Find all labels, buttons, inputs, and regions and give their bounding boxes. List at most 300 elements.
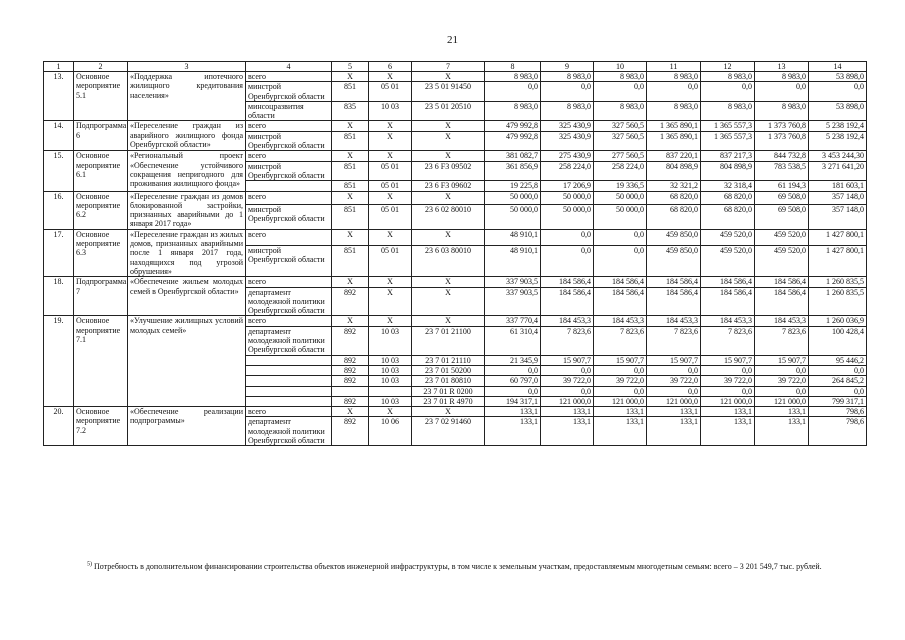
cell: 133,1 xyxy=(701,407,755,417)
cell: Х xyxy=(412,191,485,204)
cell: 5 238 192,4 xyxy=(809,121,867,131)
cell: 23 6 02 80010 xyxy=(412,204,485,229)
cell: 10 03 xyxy=(369,326,412,355)
cell: 184 453,3 xyxy=(647,316,701,326)
cell: 121 000,0 xyxy=(541,396,594,406)
cell: Х xyxy=(369,316,412,326)
cell: 23 7 01 80810 xyxy=(412,376,485,386)
cell: 95 446,2 xyxy=(809,355,867,365)
cell: Х xyxy=(412,287,485,316)
cell: 23 6 03 80010 xyxy=(412,246,485,277)
column-header: 7 xyxy=(412,62,485,72)
cell: 1 365 557,3 xyxy=(701,131,755,151)
cell: 851 xyxy=(332,161,369,181)
budget-table xyxy=(43,61,867,446)
cell: 325 430,9 xyxy=(541,131,594,151)
table-row xyxy=(44,407,867,417)
cell xyxy=(246,376,332,386)
cell: Х xyxy=(369,72,412,82)
cell: Х xyxy=(412,229,485,245)
cell: 459 520,0 xyxy=(701,246,755,277)
cell: 19 336,5 xyxy=(594,181,647,191)
cell: 5 238 192,4 xyxy=(809,131,867,151)
cell: Х xyxy=(412,316,485,326)
row-kind: Подпрограмма 7 xyxy=(74,277,128,316)
cell: 23 7 02 91460 xyxy=(412,417,485,446)
cell: 05 01 xyxy=(369,246,412,277)
cell: 851 xyxy=(332,181,369,191)
cell: минстрой Оренбургской области xyxy=(246,246,332,277)
column-header: 2 xyxy=(74,62,128,72)
cell: 357 148,0 xyxy=(809,191,867,204)
cell: Х xyxy=(412,131,485,151)
column-header: 3 xyxy=(128,62,246,72)
cell: 7 823,6 xyxy=(755,326,809,355)
row-number: 16. xyxy=(44,191,74,229)
cell: 3 271 641,20 xyxy=(809,161,867,181)
cell: 100 428,4 xyxy=(809,326,867,355)
cell: 50 000,0 xyxy=(594,191,647,204)
row-name: «Региональный проект «Обеспечение устойчивого сокращения непригодного для проживания жилищного фонда» xyxy=(128,151,246,191)
cell: 277 560,5 xyxy=(594,151,647,161)
cell: 835 xyxy=(332,101,369,121)
cell: 7 823,6 xyxy=(594,326,647,355)
table-row xyxy=(44,191,867,204)
cell: 39 722,0 xyxy=(701,376,755,386)
cell: 459 520,0 xyxy=(755,246,809,277)
row-number: 14. xyxy=(44,121,74,151)
cell: 381 082,7 xyxy=(485,151,541,161)
row-number: 20. xyxy=(44,407,74,446)
column-header: 6 xyxy=(369,62,412,72)
cell: 68 820,0 xyxy=(647,204,701,229)
cell: 892 xyxy=(332,287,369,316)
cell: 10 03 xyxy=(369,365,412,375)
column-header: 12 xyxy=(701,62,755,72)
column-header: 4 xyxy=(246,62,332,72)
cell: 133,1 xyxy=(541,417,594,446)
cell xyxy=(246,181,332,191)
cell: 133,1 xyxy=(594,407,647,417)
cell: 133,1 xyxy=(647,417,701,446)
cell: 184 586,4 xyxy=(701,277,755,287)
cell: 121 000,0 xyxy=(755,396,809,406)
cell xyxy=(246,355,332,365)
cell: 121 000,0 xyxy=(594,396,647,406)
cell: минстрой Оренбургской области xyxy=(246,204,332,229)
cell xyxy=(246,386,332,396)
cell: 799 317,1 xyxy=(809,396,867,406)
cell: всего xyxy=(246,407,332,417)
table-row xyxy=(44,316,867,326)
cell: 459 850,0 xyxy=(647,229,701,245)
column-header: 1 xyxy=(44,62,74,72)
cell: 184 586,4 xyxy=(647,287,701,316)
cell: 21 345,9 xyxy=(485,355,541,365)
cell xyxy=(369,386,412,396)
cell: 69 508,0 xyxy=(755,191,809,204)
footnote xyxy=(87,562,847,572)
cell: 50 000,0 xyxy=(485,191,541,204)
cell: 0,0 xyxy=(485,82,541,102)
row-name: «Переселение граждан из домов блокированной застройки, признанных аварийными до 1 января 2017 года» xyxy=(128,191,246,229)
cell: Х xyxy=(332,277,369,287)
cell: 0,0 xyxy=(701,365,755,375)
cell: 184 586,4 xyxy=(541,287,594,316)
cell: 0,0 xyxy=(485,365,541,375)
cell: 783 538,5 xyxy=(755,161,809,181)
cell: 0,0 xyxy=(594,246,647,277)
cell: Х xyxy=(332,191,369,204)
cell: 23 7 01 50200 xyxy=(412,365,485,375)
cell: 184 586,4 xyxy=(647,277,701,287)
cell: всего xyxy=(246,151,332,161)
cell: 258 224,0 xyxy=(594,161,647,181)
cell: 892 xyxy=(332,417,369,446)
cell: 39 722,0 xyxy=(647,376,701,386)
table-row xyxy=(44,72,867,82)
cell: 05 01 xyxy=(369,161,412,181)
cell: 7 823,6 xyxy=(701,326,755,355)
cell: 8 983,0 xyxy=(485,72,541,82)
column-header: 13 xyxy=(755,62,809,72)
cell: Х xyxy=(332,229,369,245)
cell: 23 7 01 R 0200 xyxy=(412,386,485,396)
cell: 184 586,4 xyxy=(541,277,594,287)
cell: 184 453,3 xyxy=(755,316,809,326)
cell: 1 427 800,1 xyxy=(809,229,867,245)
cell: 0,0 xyxy=(755,365,809,375)
cell: 892 xyxy=(332,365,369,375)
cell: 50 000,0 xyxy=(485,204,541,229)
cell: 0,0 xyxy=(755,386,809,396)
cell: 0,0 xyxy=(809,365,867,375)
cell: 479 992,8 xyxy=(485,131,541,151)
cell: Х xyxy=(412,121,485,131)
cell: 798,6 xyxy=(809,407,867,417)
cell: 0,0 xyxy=(647,82,701,102)
cell: 0,0 xyxy=(647,365,701,375)
row-name: «Обеспечение жильем молодых семей в Оренбургской области» xyxy=(128,277,246,316)
cell: 121 000,0 xyxy=(701,396,755,406)
cell: 32 318,4 xyxy=(701,181,755,191)
cell: 184 586,4 xyxy=(701,287,755,316)
cell: 184 453,3 xyxy=(701,316,755,326)
cell: 133,1 xyxy=(594,417,647,446)
cell: 184 586,4 xyxy=(755,287,809,316)
table-row xyxy=(44,121,867,131)
cell: 39 722,0 xyxy=(541,376,594,386)
cell: 8 983,0 xyxy=(594,72,647,82)
cell: 8 983,0 xyxy=(594,101,647,121)
cell: 327 560,5 xyxy=(594,131,647,151)
cell: 892 xyxy=(332,376,369,386)
cell: Х xyxy=(332,407,369,417)
cell: 10 06 xyxy=(369,417,412,446)
cell: 8 983,0 xyxy=(755,101,809,121)
cell: 844 732,8 xyxy=(755,151,809,161)
cell: 53 898,0 xyxy=(809,72,867,82)
page-number: 21 xyxy=(447,34,458,46)
cell: 8 983,0 xyxy=(647,101,701,121)
table-body xyxy=(44,62,867,446)
row-kind: Основное мероприятие 5.1 xyxy=(74,72,128,121)
cell: 181 603,1 xyxy=(809,181,867,191)
cell: 0,0 xyxy=(594,386,647,396)
cell: 1 373 760,8 xyxy=(755,131,809,151)
cell: Х xyxy=(369,277,412,287)
cell: 23 6 F3 09602 xyxy=(412,181,485,191)
cell: 8 983,0 xyxy=(541,72,594,82)
cell: 15 907,7 xyxy=(701,355,755,365)
cell: 1 260 835,5 xyxy=(809,287,867,316)
cell: 19 225,8 xyxy=(485,181,541,191)
row-number: 15. xyxy=(44,151,74,191)
cell: 0,0 xyxy=(594,229,647,245)
cell: 275 430,9 xyxy=(541,151,594,161)
cell: 1 365 890,1 xyxy=(647,131,701,151)
cell: 459 520,0 xyxy=(701,229,755,245)
cell: 837 217,3 xyxy=(701,151,755,161)
cell: 7 823,6 xyxy=(647,326,701,355)
cell: 133,1 xyxy=(541,407,594,417)
cell: 1 373 760,8 xyxy=(755,121,809,131)
cell: 3 453 244,30 xyxy=(809,151,867,161)
cell: 1 260 036,9 xyxy=(809,316,867,326)
cell: 133,1 xyxy=(485,417,541,446)
cell: 184 453,3 xyxy=(594,316,647,326)
cell: 48 910,1 xyxy=(485,246,541,277)
cell: 133,1 xyxy=(755,417,809,446)
cell: 05 01 xyxy=(369,82,412,102)
cell: 1 365 890,1 xyxy=(647,121,701,131)
cell: Х xyxy=(369,407,412,417)
row-kind: Подпрограмма 6 xyxy=(74,121,128,151)
cell: 361 856,9 xyxy=(485,161,541,181)
cell: 121 000,0 xyxy=(647,396,701,406)
table-row xyxy=(44,277,867,287)
cell: 459 850,0 xyxy=(647,246,701,277)
cell: 50 000,0 xyxy=(541,191,594,204)
row-number: 19. xyxy=(44,316,74,407)
cell: 48 910,1 xyxy=(485,229,541,245)
table-row xyxy=(44,229,867,245)
cell: 258 224,0 xyxy=(541,161,594,181)
cell: 0,0 xyxy=(701,386,755,396)
row-kind: Основное мероприятие 6.3 xyxy=(74,229,128,276)
cell: 133,1 xyxy=(485,407,541,417)
cell: 39 722,0 xyxy=(755,376,809,386)
cell: 327 560,5 xyxy=(594,121,647,131)
cell: Х xyxy=(369,287,412,316)
cell: 61 310,4 xyxy=(485,326,541,355)
cell: всего xyxy=(246,316,332,326)
cell: 851 xyxy=(332,246,369,277)
cell: 337 903,5 xyxy=(485,277,541,287)
column-header: 9 xyxy=(541,62,594,72)
cell: 798,6 xyxy=(809,417,867,446)
cell: 837 220,1 xyxy=(647,151,701,161)
cell: 8 983,0 xyxy=(541,101,594,121)
cell: 50 000,0 xyxy=(594,204,647,229)
cell: 337 903,5 xyxy=(485,287,541,316)
cell: 0,0 xyxy=(647,386,701,396)
cell: 357 148,0 xyxy=(809,204,867,229)
cell: департамент молодежной политики Оренбургской области xyxy=(246,326,332,355)
cell: 0,0 xyxy=(594,365,647,375)
column-header: 10 xyxy=(594,62,647,72)
cell: 15 907,7 xyxy=(647,355,701,365)
cell: 0,0 xyxy=(541,365,594,375)
cell xyxy=(246,396,332,406)
cell: 8 983,0 xyxy=(647,72,701,82)
cell: 0,0 xyxy=(541,386,594,396)
row-kind: Основное мероприятие 7.1 xyxy=(74,316,128,407)
cell: 23 5 01 20510 xyxy=(412,101,485,121)
cell: 892 xyxy=(332,355,369,365)
row-number: 17. xyxy=(44,229,74,276)
cell: 15 907,7 xyxy=(541,355,594,365)
cell: 50 000,0 xyxy=(541,204,594,229)
cell: 184 586,4 xyxy=(594,277,647,287)
cell: Х xyxy=(332,121,369,131)
cell: Х xyxy=(332,72,369,82)
cell: 10 03 xyxy=(369,396,412,406)
cell: всего xyxy=(246,72,332,82)
cell: 133,1 xyxy=(701,417,755,446)
cell: 0,0 xyxy=(541,229,594,245)
row-name: «Поддержка ипотечного жилищного кредитования населения» xyxy=(128,72,246,121)
cell: 23 7 01 21100 xyxy=(412,326,485,355)
cell: 05 01 xyxy=(369,181,412,191)
cell: 479 992,8 xyxy=(485,121,541,131)
cell: 0,0 xyxy=(594,82,647,102)
cell: 7 823,6 xyxy=(541,326,594,355)
cell: Х xyxy=(369,151,412,161)
cell: минстрой Оренбургской области xyxy=(246,131,332,151)
cell: 0,0 xyxy=(809,386,867,396)
cell: 53 898,0 xyxy=(809,101,867,121)
cell: 8 983,0 xyxy=(755,72,809,82)
cell: 892 xyxy=(332,326,369,355)
cell: 23 7 01 21110 xyxy=(412,355,485,365)
cell: 804 898,9 xyxy=(701,161,755,181)
cell: Х xyxy=(369,191,412,204)
cell: 32 321,2 xyxy=(647,181,701,191)
row-kind: Основное мероприятие 7.2 xyxy=(74,407,128,446)
cell: 8 983,0 xyxy=(701,101,755,121)
row-name: «Переселение граждан из аварийного жилищного фонда Оренбургской области» xyxy=(128,121,246,151)
cell: 61 194,3 xyxy=(755,181,809,191)
cell: 184 453,3 xyxy=(541,316,594,326)
cell: Х xyxy=(412,72,485,82)
cell: минстрой Оренбургской области xyxy=(246,161,332,181)
cell: 8 983,0 xyxy=(485,101,541,121)
cell: Х xyxy=(412,407,485,417)
cell: Х xyxy=(412,277,485,287)
cell: 0,0 xyxy=(809,82,867,102)
cell: 0,0 xyxy=(541,246,594,277)
cell: всего xyxy=(246,191,332,204)
cell: 184 586,4 xyxy=(755,277,809,287)
table-row xyxy=(44,151,867,161)
cell: 1 260 835,5 xyxy=(809,277,867,287)
cell: департамент молодежной политики Оренбургской области xyxy=(246,417,332,446)
cell: всего xyxy=(246,277,332,287)
cell: 851 xyxy=(332,204,369,229)
cell: Х xyxy=(332,151,369,161)
cell: 0,0 xyxy=(701,82,755,102)
cell xyxy=(246,365,332,375)
cell: 05 01 xyxy=(369,204,412,229)
cell: 15 907,7 xyxy=(755,355,809,365)
cell: 17 206,9 xyxy=(541,181,594,191)
cell: 15 907,7 xyxy=(594,355,647,365)
cell: 0,0 xyxy=(755,82,809,102)
cell: 892 xyxy=(332,396,369,406)
cell: минстрой Оренбургской области xyxy=(246,82,332,102)
row-kind: Основное мероприятие 6.2 xyxy=(74,191,128,229)
cell: 264 845,2 xyxy=(809,376,867,386)
cell: 60 797,0 xyxy=(485,376,541,386)
row-kind: Основное мероприятие 6.1 xyxy=(74,151,128,191)
column-header: 14 xyxy=(809,62,867,72)
cell: 337 770,4 xyxy=(485,316,541,326)
cell: Х xyxy=(369,131,412,151)
cell: 0,0 xyxy=(485,386,541,396)
cell: 10 03 xyxy=(369,376,412,386)
cell: 1 365 557,3 xyxy=(701,121,755,131)
footnote-text: Потребность в дополнительном финансировании строительства объектов инженерной инфраструктуры, в том числе к земельным участкам, предоставляемым многодетным семьям: всего – 3 201 549,7 тыс. рублей. xyxy=(94,562,822,571)
header-row xyxy=(44,62,867,72)
cell: всего xyxy=(246,121,332,131)
cell: 23 6 F3 09502 xyxy=(412,161,485,181)
footnote-mark: 5) xyxy=(87,561,92,568)
cell: департамент молодежной политики Оренбургской области xyxy=(246,287,332,316)
cell: 23 7 01 R 4970 xyxy=(412,396,485,406)
cell: Х xyxy=(332,316,369,326)
column-header: 5 xyxy=(332,62,369,72)
cell xyxy=(332,386,369,396)
cell: Х xyxy=(412,151,485,161)
cell: всего xyxy=(246,229,332,245)
cell: 184 586,4 xyxy=(594,287,647,316)
cell: 851 xyxy=(332,131,369,151)
cell: 1 427 800,1 xyxy=(809,246,867,277)
cell: Х xyxy=(369,121,412,131)
row-name: «Улучшение жилищных условий молодых семей» xyxy=(128,316,246,407)
cell: 133,1 xyxy=(755,407,809,417)
cell: 133,1 xyxy=(647,407,701,417)
cell: 8 983,0 xyxy=(701,72,755,82)
cell: 851 xyxy=(332,82,369,102)
cell: 804 898,9 xyxy=(647,161,701,181)
cell: минсоцразвития области xyxy=(246,101,332,121)
row-name: «Обеспечение реализации подпрограммы» xyxy=(128,407,246,446)
cell: 68 820,0 xyxy=(701,191,755,204)
cell: 10 03 xyxy=(369,101,412,121)
cell: 10 03 xyxy=(369,355,412,365)
cell: 459 520,0 xyxy=(755,229,809,245)
cell: 23 5 01 91450 xyxy=(412,82,485,102)
cell: Х xyxy=(369,229,412,245)
row-number: 18. xyxy=(44,277,74,316)
cell: 68 820,0 xyxy=(647,191,701,204)
cell: 194 317,1 xyxy=(485,396,541,406)
column-header: 8 xyxy=(485,62,541,72)
cell: 69 508,0 xyxy=(755,204,809,229)
cell: 68 820,0 xyxy=(701,204,755,229)
